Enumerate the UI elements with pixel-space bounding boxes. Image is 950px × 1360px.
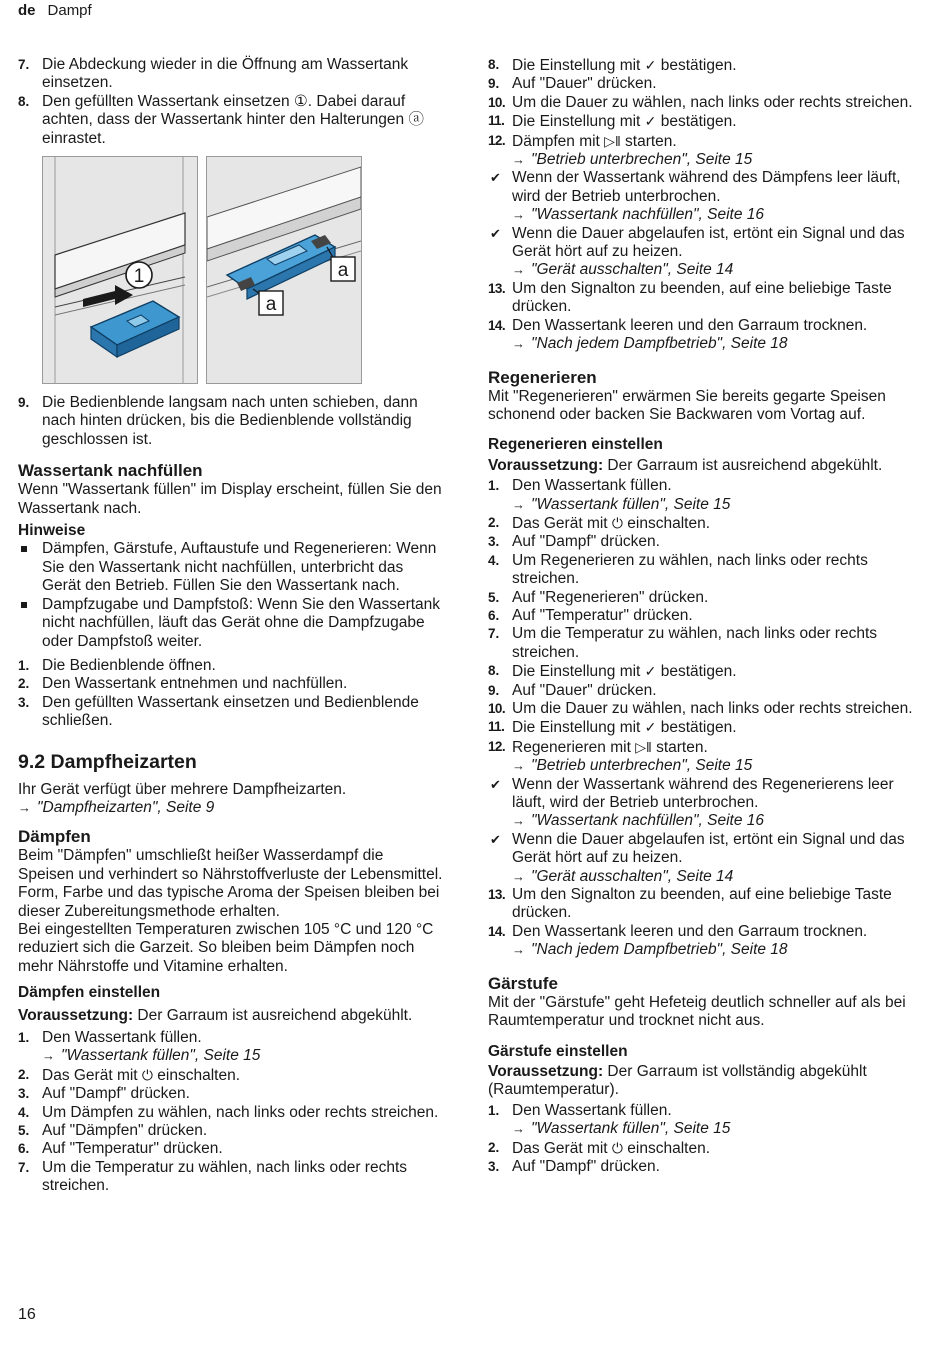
step-9: 9. Auf "Dauer" drücken. [488, 75, 657, 93]
cross-reference[interactable]: → "Betrieb unterbrechen", Seite 15 [512, 757, 753, 775]
arrow-icon: → [512, 336, 525, 352]
step-12: 12. Dämpfen mit ▷‖ starten. → "Betrieb unterbrechen", Seite 15 [488, 132, 913, 170]
arrow-icon: → [512, 868, 525, 884]
regen-step-8: 8. Die Einstellung mit ✓ bestätigen. [488, 663, 737, 681]
regen-step-12: 12. Regenerieren mit ▷‖ starten. → "Betrieb unterbrechen", Seite 15 [488, 738, 913, 776]
cross-reference[interactable]: → "Wassertank füllen", Seite 15 [512, 495, 731, 513]
regen-step-9: 9. Auf "Dauer" drücken. [488, 681, 657, 699]
arrow-icon: → [512, 207, 525, 223]
notes-heading: Hinweise [18, 522, 86, 540]
heading-regen-einstellen: Regenerieren einstellen [488, 436, 663, 454]
left-column [18, 56, 443, 1196]
heading-daempfen: Dämpfen [18, 827, 91, 847]
section-9-2-intro: Ihr Gerät verfügt über mehrere Dampfheizarten. [18, 780, 347, 798]
arrow-icon: → [512, 496, 525, 512]
step-7: 7. Die Abdeckung wieder in die Öffnung am Wassertank einsetzen. [18, 56, 409, 92]
cross-reference[interactable]: → "Wassertank nachfüllen", Seite 16 [512, 812, 765, 830]
arrow-icon: → [512, 942, 525, 958]
step-10: 10. Um die Dauer zu wählen, nach links oder rechts streichen. [488, 93, 913, 111]
heading-gaerstufe: Gärstufe [488, 973, 558, 993]
prerequisite: Voraussetzung: Der Garraum ist ausreichend abgekühlt. [488, 456, 883, 474]
cross-reference[interactable]: → "Dampfheizarten", Seite 9 [18, 798, 215, 816]
regen-step-3: 3. Auf "Dampf" drücken. [488, 533, 660, 551]
result-check-icon: ✔ [490, 831, 501, 847]
heading-daempfen-einstellen: Dämpfen einstellen [18, 984, 161, 1002]
arrow-icon: → [512, 758, 525, 774]
refill-intro: Wenn "Wassertank füllen" im Display erscheint, füllen Sie den Wassertank nach. [18, 481, 442, 517]
note-item: Dampfzugabe und Dampfstoß: Wenn Sie den Wassertank nicht nachfüllen, läuft das Gerät ohne die Dampfzugabe oder Dampfstoß weiter. [18, 596, 443, 651]
power-icon: ⏻ [611, 1139, 623, 1156]
regen-step-10: 10. Um die Dauer zu wählen, nach links oder rechts streichen. [488, 700, 913, 717]
daempfen-p1: Beim "Dämpfen" umschließt heißer Wasserdampf die Speisen und verhindert so Nährstoffverluste der Lebensmittel. Form, Farbe und das typische Aroma der Speisen bleiben bei dieser Zubereitungsmethode erhalten. [18, 847, 443, 920]
cross-reference[interactable]: → "Wassertank füllen", Seite 15 [512, 1120, 731, 1138]
step-8: 8. Die Einstellung mit ✓ bestätigen. [488, 57, 737, 74]
figure-label-1: 1 [133, 266, 145, 288]
cross-reference[interactable]: → "Wassertank nachfüllen", Seite 16 [512, 206, 765, 224]
cross-reference[interactable]: → "Wassertank füllen", Seite 15 [42, 1047, 261, 1065]
arrow-icon: → [512, 1121, 525, 1137]
illustrations [18, 156, 443, 384]
figure-label-a-right: a [337, 260, 349, 282]
section-name: Dampf [47, 2, 92, 19]
gaer-step-3: 3. Auf "Dampf" drücken. [488, 1157, 660, 1175]
arrow-icon: → [512, 152, 525, 168]
page-header [18, 2, 92, 20]
refill-step-3: 3. Den gefüllten Wassertank einsetzen und Bedienblende schließen. [18, 693, 419, 730]
prerequisite: Voraussetzung: Der Garraum ist ausreichend abgekühlt. [18, 1006, 413, 1024]
daempfen-p2: Bei eingestellten Temperaturen zwischen 105 °C und 120 °C reduziert sich die Garzeit. So bleiben beim Dämpfen noch mehr Nährstoffe und Vitamine erhalten. [18, 920, 434, 975]
daempfen-step-1: 1. Den Wassertank füllen. → "Wassertank füllen", Seite 15 [18, 1029, 443, 1066]
power-icon: ⏻ [611, 514, 623, 531]
figure-insert-tank [42, 156, 198, 384]
result-item: ✔ Wenn der Wassertank während des Regenerierens leer läuft, wird der Betrieb unterbrochen. → "Wassertank nachfüllen", Seite 16 [488, 776, 913, 831]
figure-label-a-left: a [265, 294, 277, 316]
water-tank-insert-illustration [43, 157, 197, 383]
checkmark-icon: ✓ [644, 57, 657, 73]
page-number: 16 [18, 1306, 36, 1323]
heading-refill: Wassertank nachfüllen [18, 461, 203, 481]
step-13: 13. Um den Signalton zu beenden, auf eine beliebige Taste drücken. [488, 279, 892, 316]
power-icon: ⏻ [141, 1066, 153, 1083]
heading-section-9-2: 9.2 Dampfheizarten [18, 750, 197, 773]
cross-reference[interactable]: → "Nach jedem Dampfbetrieb", Seite 18 [512, 335, 788, 353]
cross-reference[interactable]: → "Gerät ausschalten", Seite 14 [512, 867, 734, 885]
arrow-icon: → [42, 1048, 55, 1064]
regen-step-14: 14. Den Wassertank leeren und den Garraum trocknen. → "Nach jedem Dampfbetrieb", Seite 18 [488, 923, 913, 960]
right-column [488, 56, 913, 1176]
figure-tank-holder [206, 156, 362, 384]
daempfen-step-7: 7. Um die Temperatur zu wählen, nach links oder rechts streichen. [18, 1158, 407, 1195]
result-item: ✔ Wenn die Dauer abgelaufen ist, ertönt ein Signal und das Gerät hört auf zu heizen. → "Gerät ausschalten", Seite 14 [488, 831, 913, 886]
arrow-icon: → [512, 813, 525, 829]
regen-step-2: 2. Das Gerät mit ⏻ einschalten. [488, 514, 711, 532]
regen-step-7: 7. Um die Temperatur zu wählen, nach links oder rechts streichen. [488, 625, 877, 661]
cross-reference[interactable]: → "Betrieb unterbrechen", Seite 15 [512, 151, 753, 169]
start-pause-icon: ▷‖ [604, 132, 621, 149]
prerequisite: Voraussetzung: Der Garraum ist vollständig abgekühlt (Raumtemperatur). [488, 1062, 867, 1099]
result-item: ✔ Wenn die Dauer abgelaufen ist, ertönt ein Signal und das Gerät hört auf zu heizen. → "Gerät ausschalten", Seite 14 [488, 225, 913, 280]
note-item: Dämpfen, Gärstufe, Auftaustufe und Regenerieren: Wenn Sie den Wassertank nicht nachfüllen, unterbricht das Gerät den Betrieb. Füllen Sie den Wassertank nach. [18, 540, 443, 595]
result-item: ✔ Wenn der Wassertank während des Dämpfens leer läuft, wird der Betrieb unterbrochen. → "Wassertank nachfüllen", Seite 16 [488, 169, 913, 224]
daempfen-step-6: 6. Auf "Temperatur" drücken. [18, 1140, 223, 1158]
daempfen-step-4: 4. Um Dämpfen zu wählen, nach links oder rechts streichen. [18, 1103, 439, 1121]
arrow-icon: → [18, 799, 31, 815]
regen-step-5: 5. Auf "Regenerieren" drücken. [488, 588, 709, 606]
step-8: 8. Den gefüllten Wassertank einsetzen ①. Dabei darauf achten, dass der Wassertank hinter den Halterungen ⓐ einrastet. [18, 92, 424, 147]
regen-step-13: 13. Um den Signalton zu beenden, auf eine beliebige Taste drücken. [488, 886, 892, 922]
start-pause-icon: ▷‖ [635, 738, 652, 755]
cross-reference[interactable]: → "Gerät ausschalten", Seite 14 [512, 261, 734, 279]
heading-gaer-einstellen: Gärstufe einstellen [488, 1042, 628, 1060]
arrow-icon: → [512, 262, 525, 278]
result-check-icon: ✔ [490, 225, 501, 241]
cross-reference[interactable]: → "Nach jedem Dampfbetrieb", Seite 18 [512, 941, 788, 959]
regen-step-4: 4. Um Regenerieren zu wählen, nach links oder rechts streichen. [488, 551, 868, 588]
regen-step-1: 1. Den Wassertank füllen. → "Wassertank füllen", Seite 15 [488, 477, 913, 514]
daempfen-step-5: 5. Auf "Dämpfen" drücken. [18, 1122, 208, 1140]
gaer-step-2: 2. Das Gerät mit ⏻ einschalten. [488, 1139, 711, 1157]
step-14: 14. Den Wassertank leeren und den Garraum trocknen. → "Nach jedem Dampfbetrieb", Seite 18 [488, 317, 913, 354]
regen-intro: Mit "Regenerieren" erwärmen Sie bereits gegarte Speisen schonend oder backen Sie Backwaren vom Vortag auf. [488, 387, 886, 423]
refill-step-1: 1. Die Bedienblende öffnen. [18, 656, 216, 674]
gaer-intro: Mit der "Gärstufe" geht Hefeteig deutlich schneller auf als bei Raumtemperatur und trocknet nicht aus. [488, 993, 906, 1030]
checkmark-icon: ✓ [644, 663, 657, 680]
tank-holder-illustration [207, 157, 361, 383]
gaer-step-1: 1. Den Wassertank füllen. → "Wassertank füllen", Seite 15 [488, 1102, 913, 1139]
regen-step-11: 11. Die Einstellung mit ✓ bestätigen. [488, 719, 737, 737]
result-check-icon: ✔ [490, 170, 501, 186]
checkmark-icon: ✓ [644, 719, 657, 736]
checkmark-icon: ✓ [644, 113, 657, 130]
language-code: de [18, 2, 36, 19]
daempfen-step-3: 3. Auf "Dampf" drücken. [18, 1085, 190, 1103]
refill-step-2: 2. Den Wassertank entnehmen und nachfüllen. [18, 675, 348, 693]
regen-step-6: 6. Auf "Temperatur" drücken. [488, 606, 693, 624]
heading-regenerieren: Regenerieren [488, 367, 597, 387]
result-check-icon: ✔ [490, 776, 501, 792]
daempfen-step-2: 2. Das Gerät mit ⏻ einschalten. [18, 1066, 241, 1084]
step-9: 9. Die Bedienblende langsam nach unten schieben, dann nach hinten drücken, bis die Bedienblende vollständig geschlossen ist. [18, 394, 418, 448]
step-11: 11. Die Einstellung mit ✓ bestätigen. [488, 113, 737, 131]
